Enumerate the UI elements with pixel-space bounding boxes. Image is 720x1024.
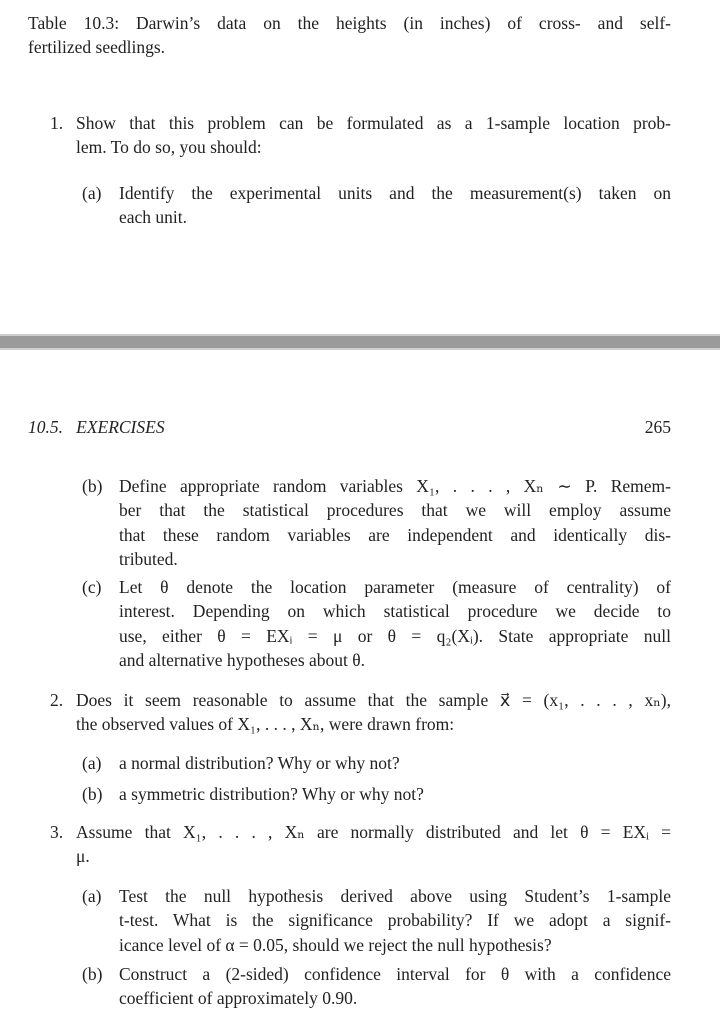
- page-break-divider: [0, 334, 720, 350]
- part-label: (b): [82, 964, 103, 984]
- text-line: Assume that X₁, . . . , Xₙ are normally distributed and let θ = EXᵢ =: [76, 822, 671, 842]
- text-line: interest. Depending on which statistical procedure we decide to: [119, 601, 671, 622]
- text-line: Define appropriate random variables X₁, . . . , Xₙ ∼ P. Remem-: [119, 476, 671, 496]
- part-label: (a): [82, 753, 102, 773]
- exercise-1c-text: [119, 575, 671, 673]
- exercise-number: 1.: [50, 113, 64, 133]
- text-line: lem. To do so, you should:: [76, 137, 262, 158]
- text-line: μ.: [76, 846, 90, 867]
- text-line: Construct a (2-sided) confidence interval for θ with a confidence: [119, 964, 671, 984]
- text-line: ber that the statistical procedures that we will employ assume: [119, 500, 671, 521]
- text-line: each unit.: [119, 207, 188, 228]
- exercise-1a-text: [119, 181, 671, 230]
- text-line: coefficient of approximately 0.90.: [119, 988, 358, 1009]
- table-caption: [28, 11, 671, 60]
- exercise-3-text: [76, 820, 671, 869]
- caption-line: Table 10.3: Darwin’s data on the heights (in inches) of cross- and self-: [28, 13, 671, 33]
- part-label: (c): [82, 577, 102, 597]
- exercise-2a-text: [119, 751, 671, 775]
- running-header-section: 10.5. EXERCISES: [28, 417, 165, 437]
- caption-line: fertilized seedlings.: [28, 37, 166, 58]
- exercise-3a-text: [119, 884, 671, 957]
- part-label: (a): [82, 183, 102, 203]
- text-line: and alternative hypotheses about θ.: [119, 650, 366, 671]
- text-line: Test the null hypothesis derived above using Student’s 1-sample: [119, 886, 671, 906]
- text-line: the observed values of X₁, . . . , Xₙ, were drawn from:: [76, 714, 455, 735]
- text-line: Let θ denote the location parameter (measure of centrality) of: [119, 577, 671, 597]
- exercise-number: 2.: [50, 690, 64, 710]
- exercise-1-text: [76, 111, 671, 160]
- text-line: a symmetric distribution? Why or why not?: [119, 784, 424, 804]
- text-line: use, either θ = EXᵢ = μ or θ = q₂(Xᵢ). State appropriate null: [119, 625, 671, 646]
- text-line: Does it seem reasonable to assume that the sample x⃗ = (x₁, . . . , xₙ),: [76, 690, 671, 710]
- exercise-number: 3.: [50, 822, 64, 842]
- text-line: Show that this problem can be formulated as a 1-sample location prob-: [76, 113, 671, 133]
- text-line: tributed.: [119, 549, 178, 570]
- exercise-2b-text: [119, 782, 671, 806]
- part-label: (b): [82, 476, 103, 496]
- part-label: (a): [82, 886, 102, 906]
- exercise-3b-text: [119, 962, 671, 1011]
- page-number: 265: [644, 417, 671, 437]
- text-line: a normal distribution? Why or why not?: [119, 753, 400, 773]
- exercise-1b-text: [119, 474, 671, 572]
- exercise-2-text: [76, 688, 671, 737]
- text-line: t-test. What is the significance probability? If we adopt a signif-: [119, 910, 671, 931]
- text-line: icance level of α = 0.05, should we reject the null hypothesis?: [119, 934, 552, 955]
- part-label: (b): [82, 784, 103, 804]
- text-line: that these random variables are independent and identically dis-: [119, 524, 671, 545]
- text-line: Identify the experimental units and the measurement(s) taken on: [119, 183, 671, 203]
